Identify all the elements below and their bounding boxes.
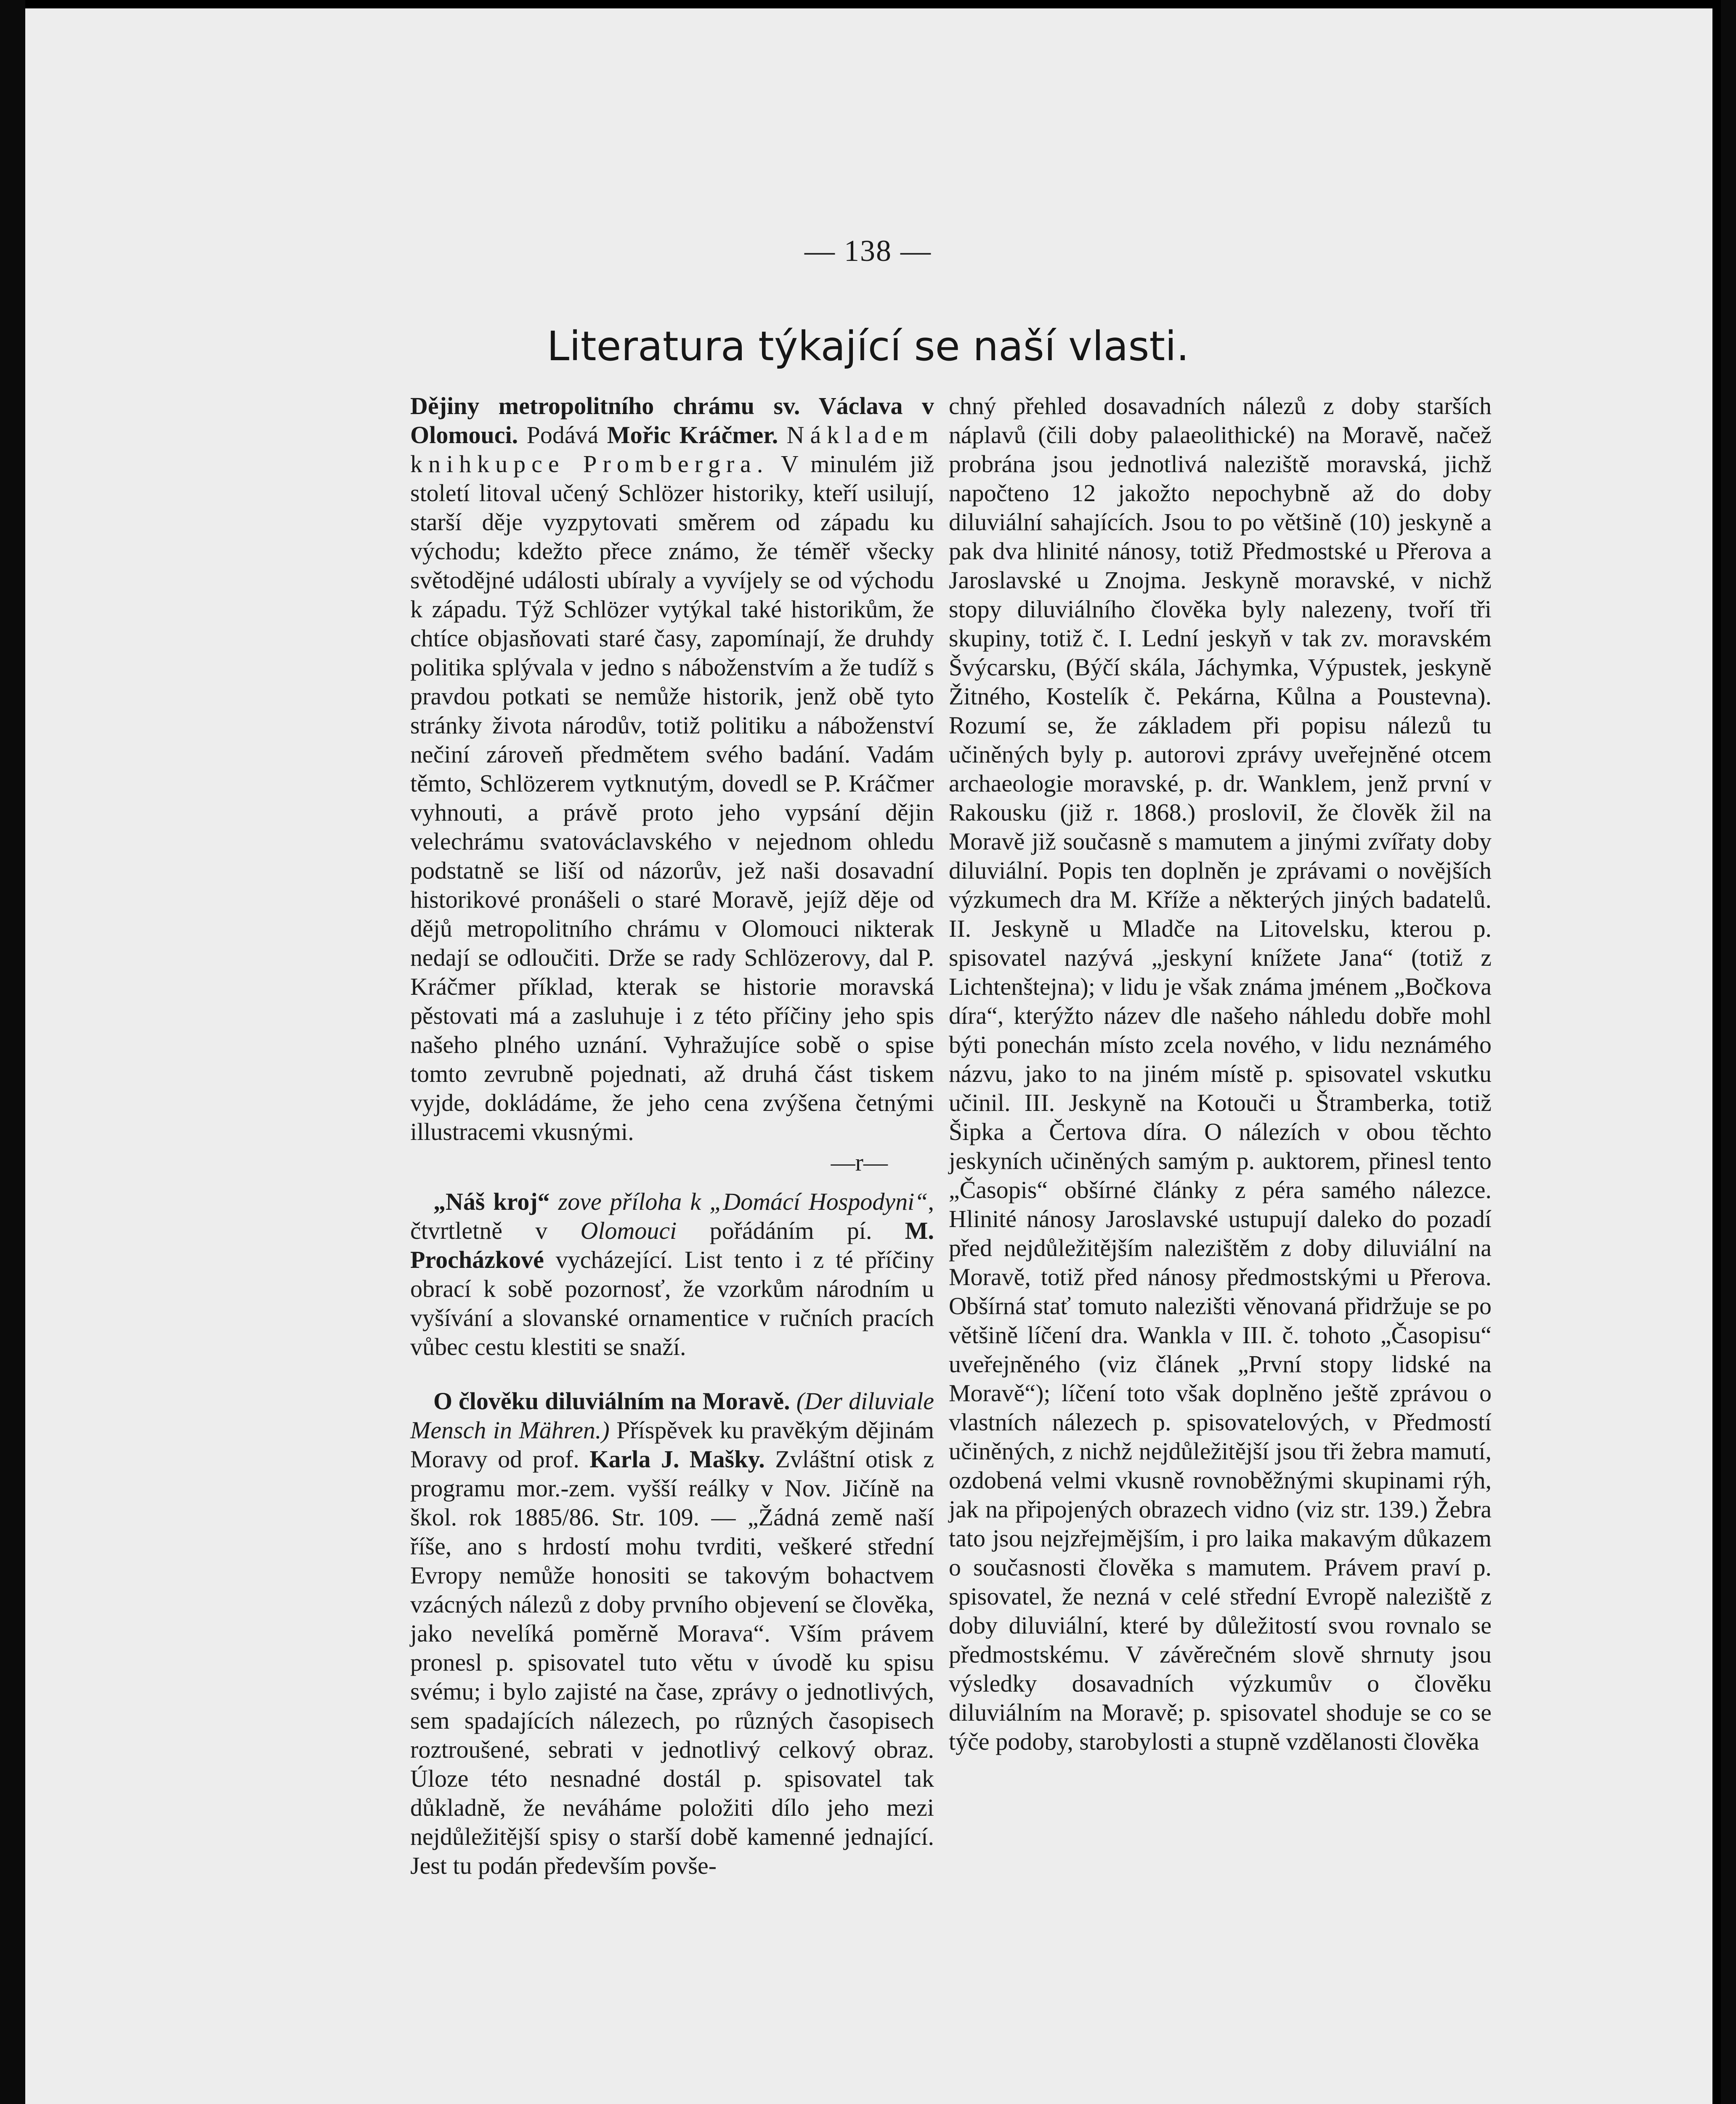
review-dejiny-chramu xyxy=(410,391,934,1146)
review-signature: —r— xyxy=(831,1149,888,1176)
review-author: Karla J. Mašky. xyxy=(589,1445,765,1473)
review-clovek-diluvialni xyxy=(410,1387,934,1880)
review-text: , čtvrtletně v xyxy=(410,1188,934,1244)
review-publisher: Nákladem knihkupce Prombergra. xyxy=(410,421,934,478)
review-text: Příspěvek ku pravěkým dějinám Moravy od prof. xyxy=(410,1416,934,1473)
review-body: V minulém již století litoval učený Schlözer historiky, kteří usilují, starší děje vyzpytovati směrem od západu ku východu; kdežto přece známo, že téměř všecky světodějné události ubíraly a vyvíjely se od východu k západu. Týž Schlözer vytýkal také historikům, že chtíce objasňovati staré časy, zapomínají, že druhdy politika splývala v jedno s náboženstvím a že tudíž s pravdou potkati se nemůže historik, jenž obě tyto stránky života národův, totiž politiku a náboženství nečiní zároveň předmětem svého badání. Vadám těmto, Schlözerem vytknutým, dovedl se P. Kráčmer vyhnouti, a právě proto jeho vypsání dějin velechrámu svatováclavského v nejednom ohledu podstatně se liší od názorův, jež naši dosavadní historikové pronášeli o staré Moravě, jejíž děje od dějů metropolitního chrámu v Olomouci nikterak nedají se odloučiti. Drže se rady Schlözerovy, dal P. Kráčmer příklad, kterak se historie moravská pěstovati má a zasluhuje i z této příčiny jeho spis našeho plného uznání. Vyhražujíce sobě o spise tomto zevrubně pojednati, až druhá část tiskem vyjde, dokládáme, že jeho cena zvýšena četnými illustracemi vkusnými. xyxy=(410,450,934,1145)
left-column xyxy=(410,391,934,1880)
review-editor: M. Procházkové xyxy=(410,1217,934,1273)
right-column xyxy=(949,391,1492,1756)
review-german-title: (Der diluviale Mensch in Mähren.) xyxy=(410,1387,934,1444)
review-title: Dějiny metropolitního chrámu sv. Václava v Olomouci. xyxy=(410,392,934,449)
review-place: Olomouci xyxy=(580,1217,677,1244)
section-title: Literatura týkající se naší vlasti. xyxy=(547,323,1189,370)
review-body: Zvláštní otisk z programu mor.-zem. vyšší reálky v Nov. Jičíně na škol. rok 1885/86. Str. 109. — „Žádná země naší říše, ano s hrdostí mohu tvrditi, veškeré střední Evropy nemůže honositi se takovým bohactvem vzácných nálezů z doby prvního objevení se člověka, jako nevelíká poměrně Morava“. Vším právem pronesl p. spisovatel tuto větu v úvodě ku spisu svému; i bylo zajisté na čase, zprávy o jednotlivých, sem spadajících nálezech, po různých časopisech roztroušené, sebrati v jednotlivý celkový obraz. Úloze této nesnadné dostál p. spisovatel tak důkladně, že neváháme položiti dílo jeho mezi nejdůležitější spisy o starší době kamenné jednající. Jest tu podán především povše- xyxy=(410,1445,934,1879)
review-author: Mořic Kráčmer. xyxy=(607,421,778,449)
review-title: O člověku diluviálním na Moravě. xyxy=(433,1387,790,1415)
review-nas-kroj xyxy=(410,1187,934,1361)
review-title: „Náš kroj“ xyxy=(433,1188,550,1215)
review-author-lead: Podává xyxy=(526,421,599,449)
review-text: pořádáním pí. xyxy=(709,1217,872,1244)
review-journal: „Domácí Hospodyni“ xyxy=(709,1188,928,1215)
review-text: vycházející. List tento i z té příčiny obrací k sobě pozornosť, že vzorkům národním u vyšívání a slovanské ornamentice v ručních pracích vůbec cestu klestiti se snaží. xyxy=(410,1246,934,1360)
review-continuation: chný přehled dosavadních nálezů z doby starších náplavů (čili doby palaeolithické) na Moravě, načež probrána jsou jednotlivá naleziště moravská, jichž napočteno 12 jakožto nepochybně až do doby diluviální sahajících. Jsou to po většině (10) jeskyně a pak dva hlinité nánosy, totiž Předmostské u Přerova a Jaroslavské u Znojma. Jeskyně moravské, v nichž stopy diluviálního člověka byly nalezeny, tvoří tři skupiny, totiž č. I. Lední jeskyň v tak zv. moravském Švýcarsku, (Býčí skála, Jáchymka, Výpustek, jeskyně Žitného, Kostelík č. Pekárna, Kůlna a Poustevna). Rozumí se, že základem při popisu nálezů tu učiněných byly p. autorovi zprávy uveřejněné otcem archaeologie moravské, p. dr. Wanklem, jenž první v Rakousku (již r. 1868.) prosloviI, že člověk žil na Moravě již současně s mamutem a jinými zvířaty doby diluviální. Popis ten doplněn je zprávami o novějších výzkumech dra M. Kříže a některých jiných badatelů. II. Jeskyně u Mladče na Litovelsku, kterou p. spisovatel nazývá „jeskyní knížete Jana“ (totiž z Lichtenštejna); v lidu je však známa jménem „Bočkova díra“, kterýžto název dle našeho náhledu dobře mohl býti ponechán místo zcela nového, v lidu neznámého názvu, jako to na jiném místě p. spisovatel vskutku učinil. III. Jeskyně na Kotouči u Štramberka, totiž Šipka a Čertova díra. O nálezích v obou těchto jeskyních učiněných samým p. auktorem, přinesl tento „Časopis“ obšírné články z péra samého nálezce. Hlinité nánosy Jaroslavské ustupují daleko do pozadí před nejdůležitějším nalezištěm z doby diluviální na Moravě, totiž před nánosy předmostskými u Přerova. Obšírná stať tomuto nalezišti věnovaná přidržuje se po většině líčení dra. Wankla v III. č. tohoto „Časopisu“ uveřejněného (viz článek „První stopy lidské na Moravě“); líčení toto však doplněno ještě zprávou o vlastních nálezech p. spisovatelových, v Předmostí učiněných, z nichž nejdůležitější jsou tři žebra mamutí, ozdobená velmi vkusně rovnoběžnými skupinami rýh, jak na připojených obrazech vidno (viz str. 139.) Žebra tato jsou nejzřejmějším, i pro laika makavým důkazem o současnosti člověka s mamutem. Právem praví p. spisovatel, že nezná v celé střední Evropě naleziště z doby diluviální, které by důležitostí svou rovnalo se předmostskému. V závěrečném slově shrnuty jsou výsledky dosavadních výzkumův o člověku diluviálním na Moravě; p. spisovatel shoduje se co se týče podoby, starobylosti a stupně vzdělanosti člověka xyxy=(949,392,1492,1755)
page-number: — 138 — xyxy=(804,234,932,268)
review-intro: zove příloha k xyxy=(558,1188,701,1215)
